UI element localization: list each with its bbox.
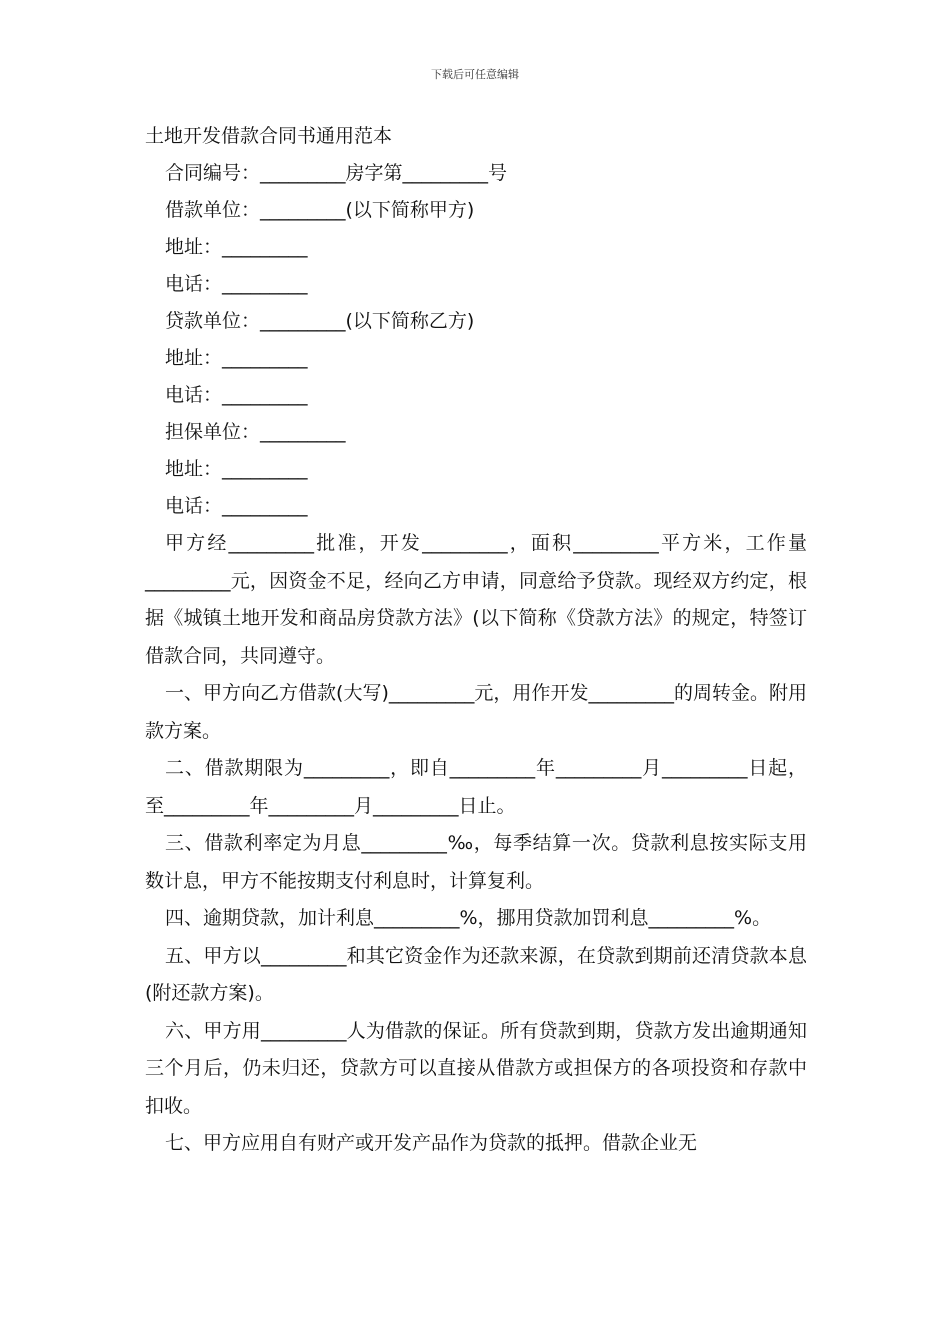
paragraph-clause-3: 三、借款利率定为月息_________‰，每季结算一次。贷款利息按实际支用数计息，甲方不能按期支付利息时，计算复利。 bbox=[145, 832, 807, 892]
paragraph-clause-5: 五、甲方以_________和其它资金作为还款来源，在贷款到期前还清贷款本息(附还款方案)。 bbox=[145, 944, 807, 1004]
field-lender: 贷款单位：_________(以下简称乙方) bbox=[165, 310, 475, 332]
paragraph-clause-4: 四、逾期贷款，加计利息_________%，挪用贷款加罚利息_________%。 bbox=[165, 907, 772, 929]
field-borrower-address: 地址：_________ bbox=[165, 236, 308, 258]
field-guarantor-address: 地址：_________ bbox=[165, 458, 308, 480]
paragraph-clause-1: 一、甲方向乙方借款(大写)_________元，用作开发_________的周转金。附用款方案。 bbox=[145, 682, 807, 742]
field-guarantor-phone: 电话：_________ bbox=[165, 495, 308, 517]
field-borrower-phone: 电话：_________ bbox=[165, 273, 308, 295]
paragraph-clause-2: 二、借款期限为_________，即自_________年_________月_________日起，至_________年_________月_________日止。 bbox=[145, 757, 807, 817]
page-header: 下载后可任意编辑 bbox=[431, 68, 519, 81]
field-contract-number: 合同编号：_________房字第_________号 bbox=[165, 162, 508, 184]
document-body bbox=[145, 118, 807, 1163]
field-borrower: 借款单位：_________(以下简称甲方) bbox=[165, 199, 475, 221]
paragraph-clause-7: 七、甲方应用自有财产或开发产品作为贷款的抵押。借款企业无 bbox=[165, 1132, 698, 1154]
field-guarantor: 担保单位：_________ bbox=[165, 421, 346, 443]
paragraph-preamble: 甲方经_________批准，开发_________，面积_________平方米，工作量_________元，因资金不足，经向乙方申请，同意给予贷款。现经双方约定，根据《城镇土地开发和商品房贷款方法》(以下简称《贷款方法》的规定，特签订借款合同，共同遵守。 bbox=[145, 532, 807, 667]
field-lender-phone: 电话：_________ bbox=[165, 384, 308, 406]
document-title: 土地开发借款合同书通用范本 bbox=[145, 125, 393, 147]
field-lender-address: 地址：_________ bbox=[165, 347, 308, 369]
paragraph-clause-6: 六、甲方用_________人为借款的保证。所有贷款到期，贷款方发出逾期通知三个月后，仍未归还，贷款方可以直接从借款方或担保方的各项投资和存款中扣收。 bbox=[145, 1019, 807, 1117]
